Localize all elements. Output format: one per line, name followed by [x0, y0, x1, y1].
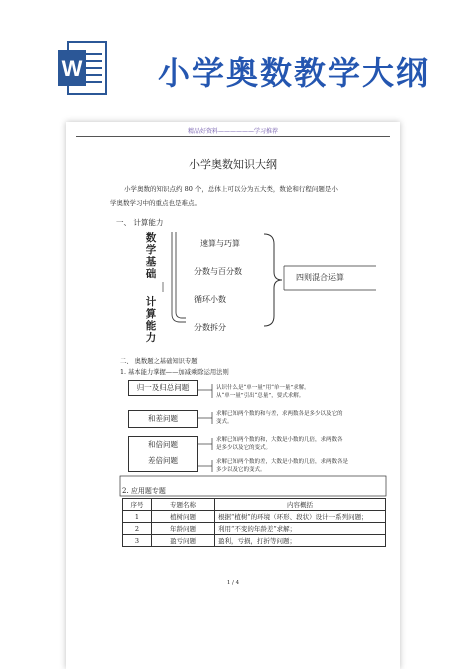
problem-note — [216, 436, 343, 452]
document-page — [66, 122, 400, 669]
problem-note — [216, 410, 343, 426]
word-icon-letter: W — [61, 56, 83, 81]
vertical-label-char: 计 — [145, 296, 157, 308]
table-header: 内容概括 — [215, 499, 386, 511]
table-cell: 盈亏问题 — [152, 535, 215, 547]
table-header: 序号 — [123, 499, 152, 511]
vertical-label-char: 能 — [145, 320, 157, 332]
note-line: 变式。 — [216, 419, 233, 425]
problem-box — [128, 436, 198, 472]
vertical-label-char: 基 — [145, 256, 157, 268]
note-line: 是多少以及它的变式。 — [216, 445, 272, 451]
vertical-label-char: 数 — [145, 232, 157, 244]
document-title: 小学奥数知识大纲 — [189, 158, 277, 171]
problem-note — [216, 458, 348, 474]
note-line: 求解已知两个数的差，大数是小数的几倍，求两数各是 — [216, 459, 349, 465]
topic-item: 分数拆分 — [194, 323, 226, 332]
topic-item: 分数与百分数 — [194, 267, 242, 276]
vertical-label-char: 算 — [145, 308, 157, 320]
note-line: 多少以及它的变式。 — [216, 467, 266, 473]
topic-item: 速算与巧算 — [200, 239, 240, 248]
table-header-row — [123, 499, 386, 511]
table-cell: 植树问题 — [152, 511, 215, 523]
problem-name: 和倍问题 — [148, 440, 178, 449]
page-number: 1 / 4 — [226, 580, 240, 586]
table-cell: 2 — [123, 523, 152, 535]
table-cell: 利用“不变的年龄差”求解； — [215, 523, 386, 535]
intro-line: 学奥数学习中的重点也是难点。 — [110, 199, 201, 207]
table-row — [123, 511, 386, 523]
problem-name: 差倍问题 — [148, 456, 178, 465]
topics-table — [122, 498, 386, 547]
note-line: 求解已知两个数的和，大数是小数的几倍，求两数各 — [216, 437, 343, 443]
vertical-label-char: 础 — [145, 268, 157, 280]
section1-heading: 一、 计算能力 — [116, 218, 164, 227]
table-cell: 3 — [123, 535, 152, 547]
table-cell: 根据“植树”的环境（环形、段状）设计一系列问题； — [215, 511, 386, 523]
topic-item: 循环小数 — [194, 295, 226, 304]
table-cell: 盈利，亏损，打折等问题； — [215, 535, 386, 547]
word-doc-icon — [58, 40, 108, 96]
table-row — [123, 535, 386, 547]
note-line: 从“单一量”引出“总量”，要式求解。 — [216, 393, 305, 399]
problem-box: 和差问题 — [128, 410, 198, 428]
banner — [0, 0, 474, 118]
note-line: 求解已知两个数的和与差，求两数各是多少以及它的 — [216, 411, 343, 417]
section2-subheading: 1. 基本能力掌握——加减乘除运用法则 — [120, 369, 229, 376]
vertical-label-char: 学 — [145, 244, 157, 256]
vertical-label-char: 力 — [145, 332, 157, 344]
section2-heading: 二、 奥数题之基础知识专题 — [120, 358, 198, 365]
table-header: 专题名称 — [152, 499, 215, 511]
page-header: 精品好资料——————学习推荐 — [187, 128, 278, 135]
section3-heading: 2. 应用题专题 — [122, 487, 166, 495]
intro-line: 小学奥数的知识点约 80 个，总体上可以分为五大类，数论和行程问题是小 — [124, 185, 338, 193]
mixed-operations-label: 四则混合运算 — [296, 273, 344, 282]
banner-title: 小学奥数教学大纲 — [158, 54, 431, 92]
problem-box: 归一及归总问题 — [128, 380, 198, 396]
table-row — [123, 523, 386, 535]
table-cell: 年龄问题 — [152, 523, 215, 535]
table-cell: 1 — [123, 511, 152, 523]
problem-note — [216, 384, 310, 400]
note-line: 认识什么是“单一量”用“单一量”求解。 — [216, 385, 310, 391]
